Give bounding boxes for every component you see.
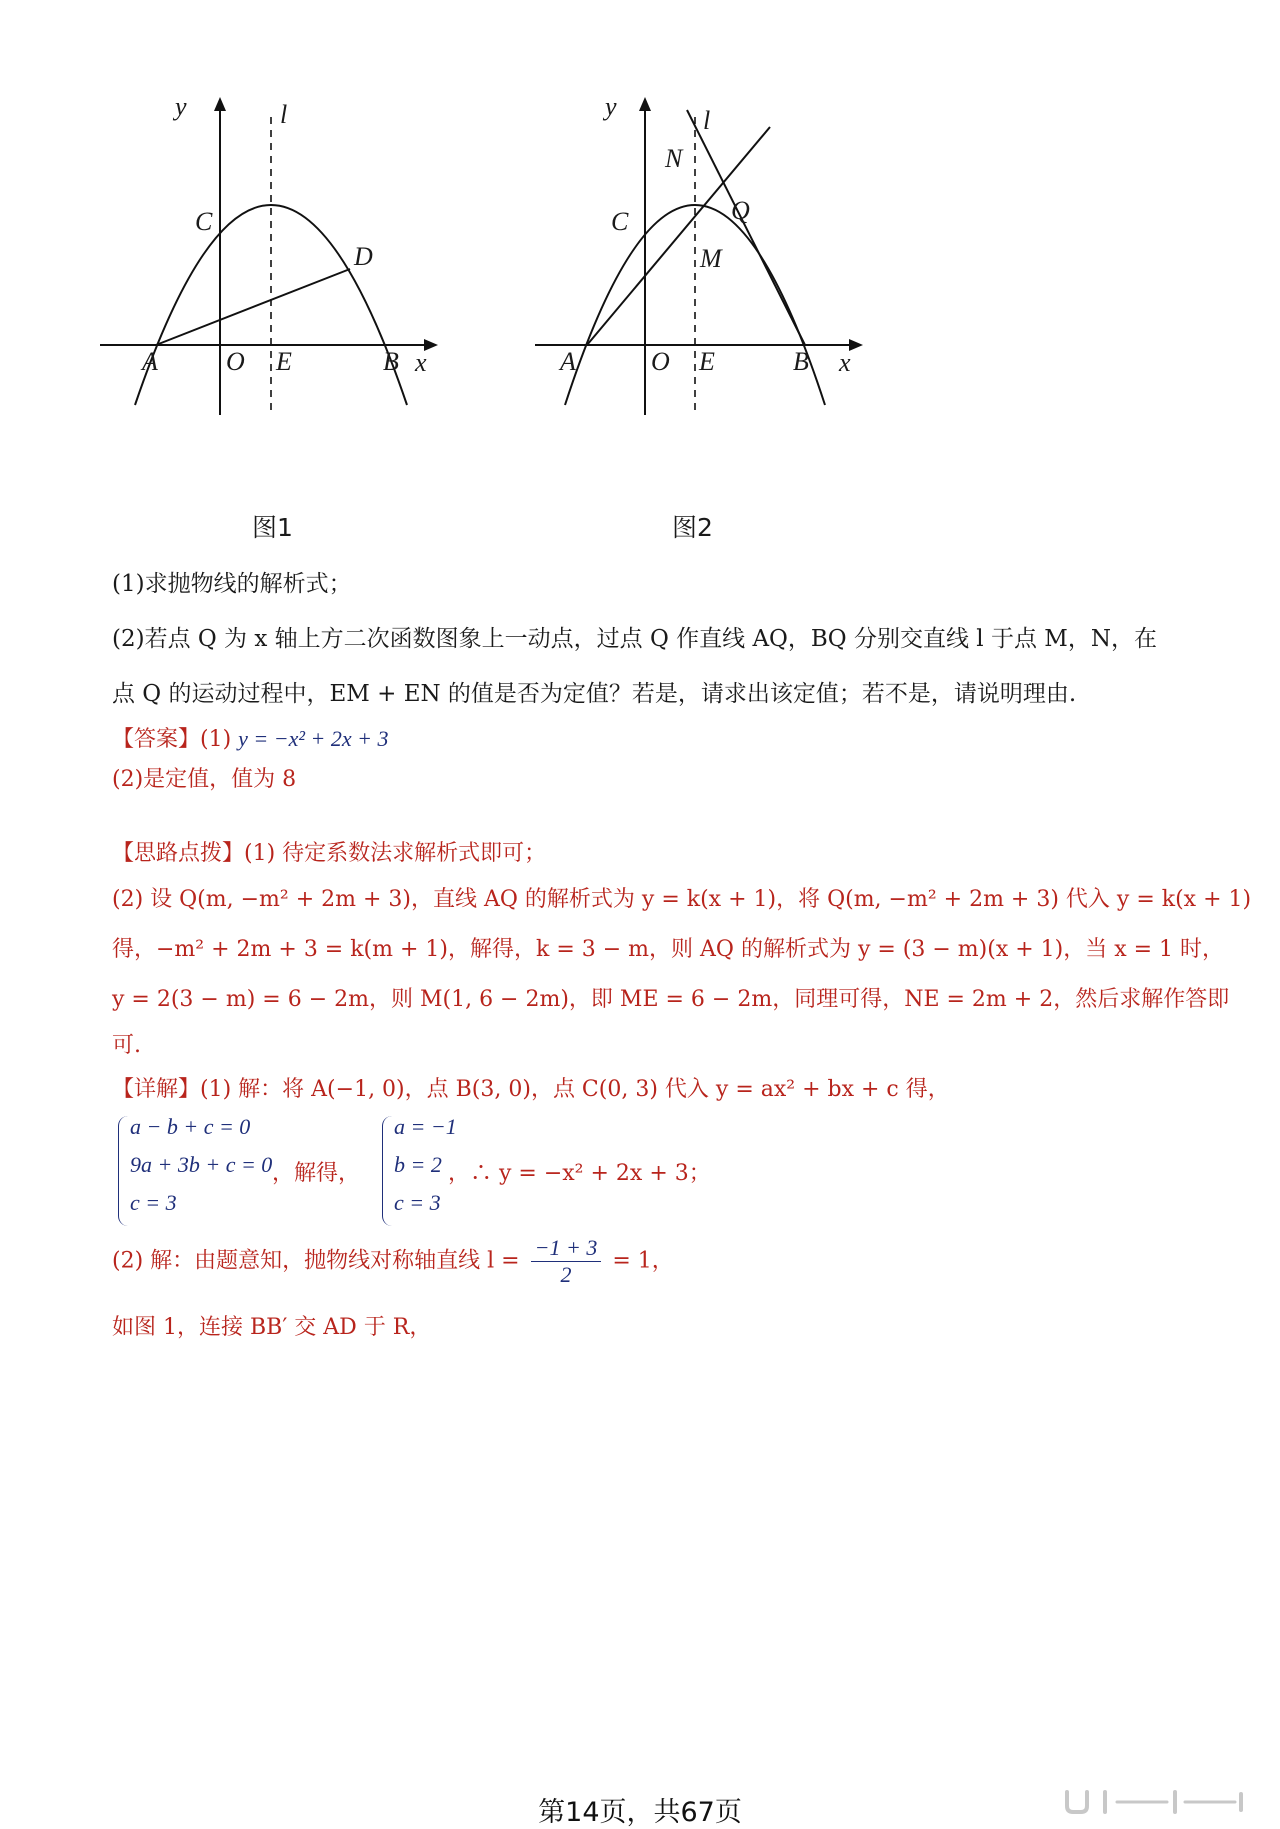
detail-2-prefix: (2) 解：由题意知，抛物线对称轴直线 l = (112, 1248, 520, 1274)
hint-line3: 得，−m² + 2m + 3 = k(m + 1)，解得，k = 3 − m，则 AQ 的解析式为 y = (3 − m)(x + 1)，当 x = 1 时， (112, 937, 1225, 962)
brace-left-2 (382, 1116, 393, 1226)
question-part2-line2: 点 Q 的运动过程中，EM + EN 的值是否为定值？若是，请求出该定值；若不是，请说明理由. (112, 681, 1077, 707)
sys2-eq3: c = 3 (394, 1190, 441, 1215)
detail-line3: 如图 1，连接 BB′ 交 AD 于 R， (112, 1315, 432, 1340)
question-part2-line1: (2)若点 Q 为 x 轴上方二次函数图象上一动点，过点 Q 作直线 AQ，BQ 分别交直线 l 于点 M，N，在 (112, 626, 1157, 652)
figure-2-graph (525, 95, 870, 425)
brace-left-1 (118, 1116, 129, 1226)
page-footer: 第14页，共67页 (538, 1797, 742, 1828)
figure-1-caption: 图1 (252, 513, 293, 542)
viewer-controls-icon[interactable] (1055, 1788, 1255, 1816)
figure-2-caption: 图2 (672, 513, 713, 542)
detail-tag: 【详解】 (112, 1077, 201, 1102)
sys2-eq1: a = −1 (394, 1114, 457, 1139)
label-l: l (703, 106, 711, 135)
answer-line1 (112, 722, 388, 753)
detail-1: (1) 解：将 A(−1, 0)，点 B(3, 0)，点 C(0, 3) 代入 y = ax² + bx + c 得， (200, 1077, 950, 1102)
hint-line5: 可. (112, 1033, 141, 1058)
fraction (531, 1235, 602, 1288)
label-O: O (226, 347, 245, 376)
figure-1-graph (100, 95, 445, 425)
label-M: M (700, 244, 722, 273)
therefore-text: ，∴ y = −x² + 2x + 3； (448, 1161, 711, 1186)
detail-2-suffix: = 1， (612, 1248, 674, 1274)
label-O: O (651, 347, 670, 376)
hint-line2: (2) 设 Q(m, −m² + 2m + 3)，直线 AQ 的解析式为 y = k(x + 1)，将 Q(m, −m² + 2m + 3) 代入 y = k(x + 1) (112, 887, 1252, 912)
label-E: E (699, 347, 715, 376)
answer-line2: (2)是定值，值为 8 (112, 767, 297, 792)
label-A: A (560, 347, 576, 376)
figure-1 (100, 95, 445, 429)
label-x: x (415, 348, 427, 377)
label-E: E (276, 347, 292, 376)
label-B: B (793, 347, 809, 376)
y-axis-arrow (639, 97, 651, 111)
label-N: N (665, 144, 683, 173)
solve-text: ，解得， (272, 1161, 361, 1186)
sys2-eq2: b = 2 (394, 1152, 442, 1177)
label-A: A (142, 347, 158, 376)
line-BQ (687, 110, 805, 345)
line-AD (156, 269, 350, 345)
answer-1-formula: y = −x² + 2x + 3 (238, 726, 389, 751)
label-x: x (839, 348, 851, 377)
sys1-eq2: 9a + 3b + c = 0 (130, 1152, 273, 1177)
figure-2 (525, 95, 870, 429)
label-Q: Q (731, 196, 750, 225)
label-y: y (175, 95, 187, 121)
question-part1: (1)求抛物线的解析式； (112, 571, 352, 597)
label-y: y (605, 95, 617, 121)
fraction-numerator: −1 + 3 (531, 1235, 602, 1262)
sys1-eq3: c = 3 (130, 1190, 177, 1215)
label-l: l (280, 100, 288, 129)
sys1-eq1: a − b + c = 0 (130, 1114, 251, 1139)
x-axis-arrow (849, 339, 863, 351)
label-C: C (195, 207, 213, 236)
hint-1: (1) 待定系数法求解析式即可； (244, 841, 547, 866)
detail-line2 (112, 1235, 674, 1288)
y-axis-arrow (214, 97, 226, 111)
detail-line1 (112, 1072, 950, 1103)
label-C: C (611, 207, 629, 236)
hint-tag: 【思路点拨】 (112, 841, 245, 866)
answer-tag: 【答案】 (112, 727, 201, 752)
answer-1-prefix: (1) (200, 727, 239, 752)
hint-line4: y = 2(3 − m) = 6 − 2m，则 M(1, 6 − 2m)，即 ME = 6 − 2m，同理可得，NE = 2m + 2，然后求解作答即 (112, 987, 1230, 1012)
hint-line1 (112, 836, 546, 867)
fraction-denominator: 2 (560, 1262, 572, 1287)
label-D: D (354, 242, 373, 271)
equation-system-1 (112, 1112, 282, 1228)
viewer-controls[interactable] (1055, 1788, 1255, 1814)
label-B: B (383, 347, 399, 376)
